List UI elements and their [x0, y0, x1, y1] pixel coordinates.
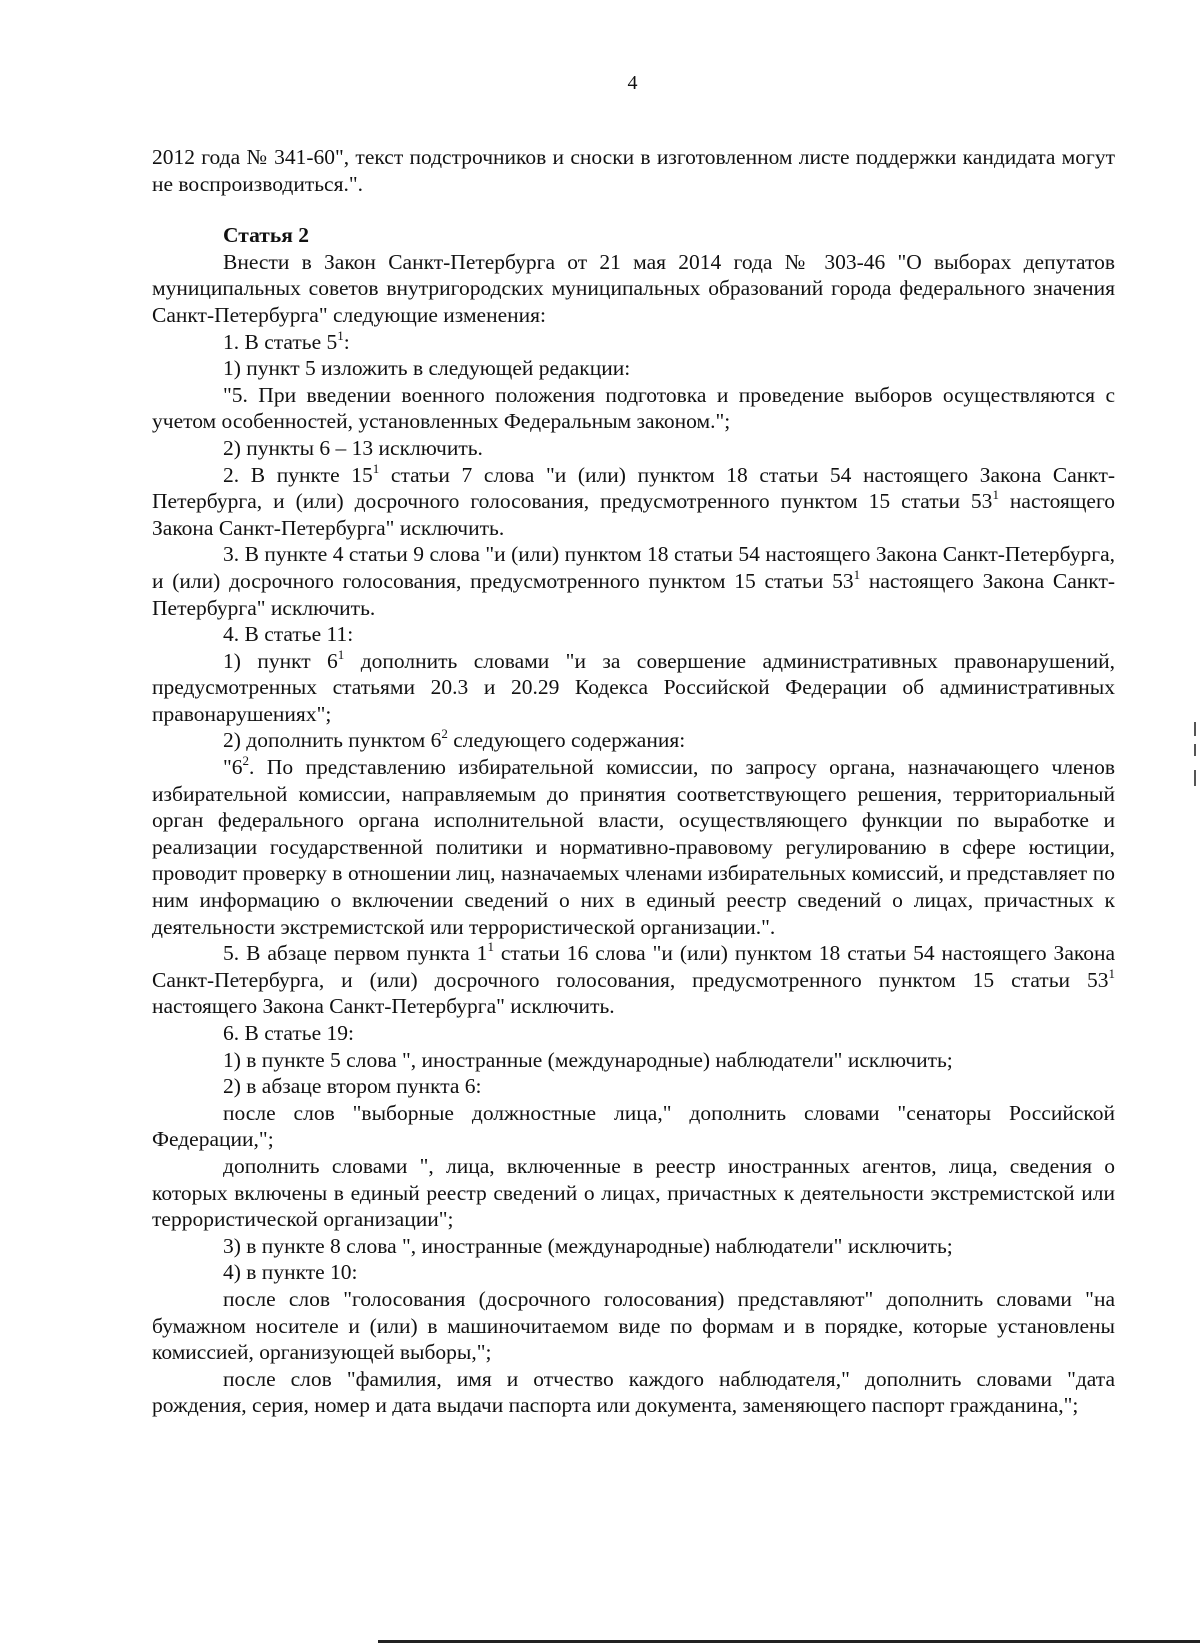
paragraph-text: после слов "голосования (досрочного голосования) представляют" дополнить словами "на бумажном носителе и (или) в машиночитаемом виде по формам и в порядке, которые установлены комиссией, организующей выборы,"; — [152, 1286, 1115, 1365]
paragraph-text: настоящего Закона Санкт-Петербурга" исключить. — [152, 489, 1115, 540]
paragraph-text: 1. В статье 5 — [223, 329, 338, 354]
paragraph-text: 2. В пункте 15 — [223, 462, 373, 487]
paragraph-text: дополнить словами "и за совершение административных правонарушений, предусмотренных статьями 20.3 и 20.29 Кодекса Российской Федерации об административных правонарушениях"; — [152, 648, 1115, 726]
paragraph — [152, 1286, 1115, 1366]
bottom-rule — [378, 1640, 1200, 1643]
scan-artifact — [1194, 744, 1196, 756]
superscript: 1 — [337, 646, 345, 662]
scan-artifact — [1194, 722, 1196, 736]
superscript: 2 — [441, 726, 448, 742]
paragraph-text: настоящего Закона Санкт-Петербурга" исключить. — [152, 568, 1116, 620]
paragraph-text: 1) в пункте 5 слова ", иностранные (международные) наблюдатели" исключить; — [223, 1047, 953, 1072]
paragraph — [152, 940, 1115, 1020]
superscript: 2 — [242, 753, 250, 769]
paragraph-text: 5. В абзаце первом пункта 1 — [223, 941, 488, 966]
page-number: 4 — [627, 72, 638, 94]
superscript: 1 — [337, 327, 344, 343]
paragraph — [152, 1153, 1115, 1233]
paragraph-text: 1) пункт 5 изложить в следующей редакции: — [223, 356, 631, 381]
scan-artifact — [1194, 770, 1196, 786]
paragraph — [152, 1073, 1115, 1100]
paragraph-text: статьи 16 слова "и (или) пунктом 18 статьи 54 настоящего Закона Санкт-Петербурга, и (или) досрочного голосования, предусмотренного пунктом 15 статьи 53 — [152, 941, 1116, 992]
paragraph-text: 2) в абзаце втором пункта 6: — [223, 1074, 482, 1099]
paragraph-text: . По представлению избирательной комиссии, по запросу органа, назначающего членов избирательной комиссии, направляемым до принятия соответствующего решения, территориальный орган федерального органа исполнительной власти, осуществляющего функции по выработке и реализации государственной политики и нормативно-правовому регулированию в сфере юстиции, проводит проверку в отношении лиц, назначаемых членами избирательных комиссий, и представляет по ним информацию о включении сведений о них в единый реестр сведений о лицах, причастных к деятельности экстремистской или террористической организации.". — [152, 755, 1115, 939]
paragraph-text: следующего содержания: — [447, 728, 686, 753]
paragraph — [152, 621, 1115, 648]
paragraph-text: настоящего Закона Санкт-Петербурга" исключить. — [152, 994, 615, 1019]
paragraph — [152, 541, 1115, 621]
paragraph — [152, 1047, 1115, 1074]
paragraph — [152, 144, 1115, 197]
paragraph — [152, 727, 1115, 754]
document-body — [152, 144, 1115, 1419]
paragraph — [152, 355, 1115, 382]
paragraph-text: "6 — [223, 755, 243, 780]
paragraph — [152, 1100, 1115, 1153]
paragraph-text: 1) пункт 6 — [223, 648, 338, 673]
paragraph-text: 2) дополнить пунктом 6 — [223, 728, 442, 753]
paragraph-text: : — [343, 329, 350, 354]
paragraph — [152, 1233, 1115, 1260]
superscript: 1 — [487, 939, 494, 955]
superscript: 1 — [372, 460, 380, 476]
paragraph — [152, 435, 1115, 462]
paragraph-text: 3. В пункте 4 статьи 9 слова "и (или) пунктом 18 статьи 54 настоящего Закона Санкт-Петербурга, и (или) досрочного голосования, предусмотренного пунктом 15 статьи 53 — [152, 542, 1115, 593]
paragraph-text: после слов "фамилия, имя и отчество каждого наблюдателя," дополнить словами "дата рождения, серия, номер и дата выдачи паспорта или документа, заменяющего паспорт гражданина,"; — [152, 1366, 1115, 1418]
paragraph-text: 2012 года № 341-60", текст подстрочников и сноски в изготовленном листе поддержки кандидата могут не воспроизводиться.". — [152, 145, 1115, 196]
paragraph — [152, 648, 1115, 728]
paragraph-text: после слов "выборные должностные лица," дополнить словами "сенаторы Российской Федерации,"; — [152, 1100, 1115, 1152]
superscript: 1 — [992, 487, 999, 503]
superscript: 1 — [1108, 965, 1115, 981]
paragraph-text: 3) в пункте 8 слова ", иностранные (международные) наблюдатели" исключить; — [223, 1233, 953, 1258]
superscript: 1 — [853, 566, 861, 582]
paragraph-text: Внести в Закон Санкт-Петербурга от 21 мая 2014 года № 303-46 "О выборах депутатов муниципальных советов внутригородских муниципальных образований города федерального значения Санкт-Петербурга" следующие изменения: — [152, 249, 1115, 327]
paragraph — [152, 1259, 1115, 1286]
paragraph — [152, 1366, 1115, 1419]
paragraph-text: 6. В статье 19: — [223, 1021, 354, 1045]
paragraph-text: "5. При введении военного положения подготовка и проведение выборов осуществляются с учетом особенностей, установленных Федеральным законом."; — [152, 382, 1115, 434]
paragraph-text: 4) в пункте 10: — [223, 1260, 358, 1285]
article-heading: Статья 2 — [223, 223, 309, 248]
paragraph-text: 4. В статье 11: — [223, 622, 354, 647]
paragraph-text: статьи 7 слова "и (или) пунктом 18 статьи 54 настоящего Закона Санкт-Петербурга, и (или) досрочного голосования, предусмотренного пунктом 15 статьи 53 — [152, 462, 1116, 514]
paragraph — [152, 382, 1115, 435]
paragraph-text: дополнить словами ", лица, включенные в реестр иностранных агентов, лица, сведения о которых включены в единый реестр сведений о лицах, причастных к деятельности экстремистской или террористической организации"; — [152, 1153, 1115, 1232]
paragraph — [152, 249, 1115, 329]
paragraph — [152, 329, 1115, 356]
paragraph — [152, 754, 1115, 940]
paragraph — [152, 1020, 1115, 1047]
paragraph-text: 2) пункты 6 – 13 исключить. — [223, 435, 483, 460]
paragraph — [152, 462, 1115, 542]
